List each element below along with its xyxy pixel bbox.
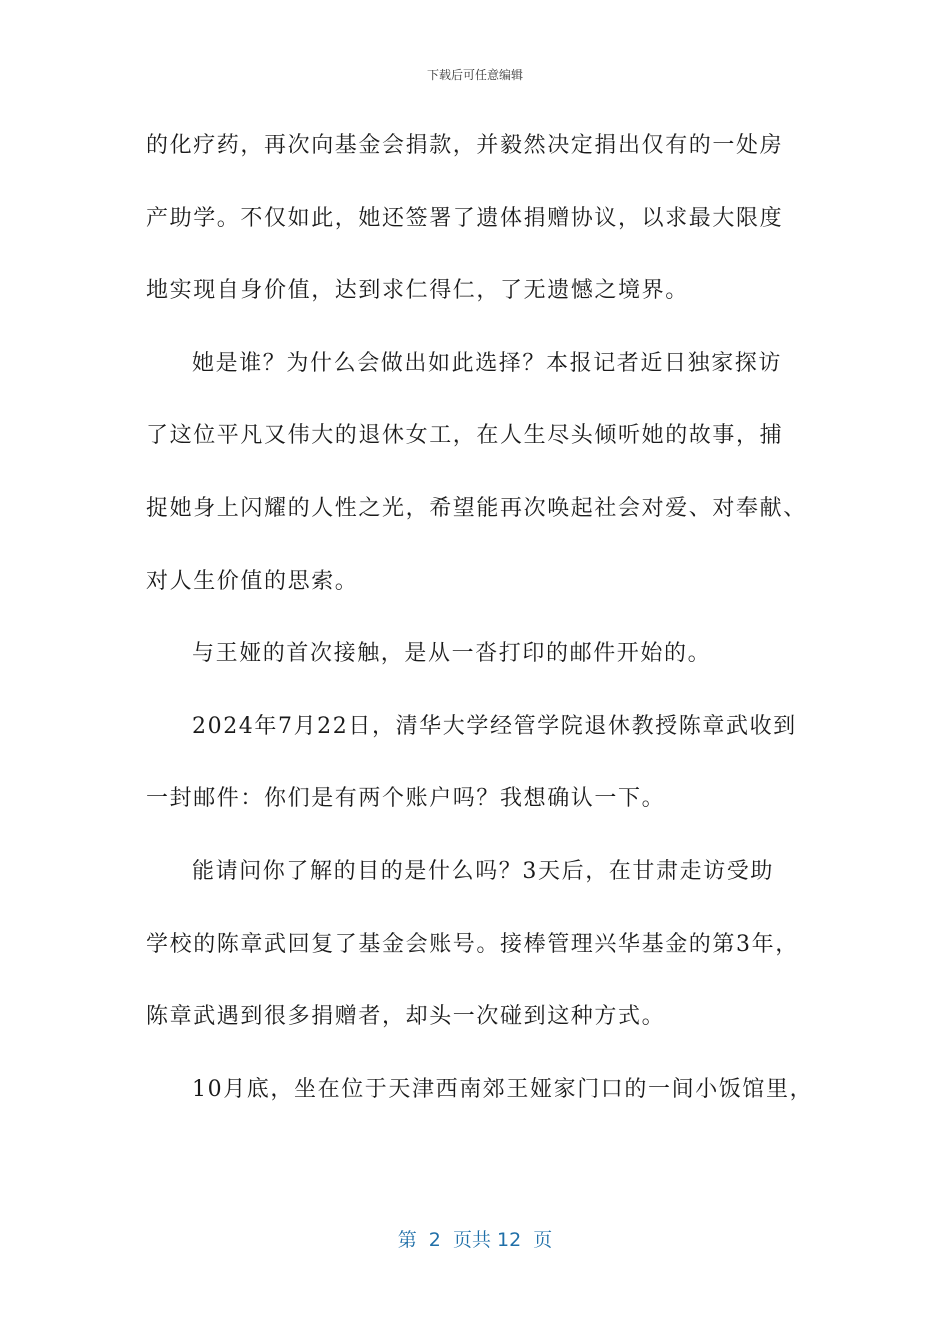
text-line-3: 地实现自身价值，达到求仁得仁，了无遗憾之境界。 (146, 278, 689, 304)
text-line-2: 产助学。不仅如此，她还签署了遗体捐赠协议，以求最大限度 (146, 205, 784, 231)
text-line-10: 一封邮件：你们是有两个账户吗？我想确认一下。 (146, 786, 666, 812)
document-body (146, 120, 814, 1136)
page-header-note: 下载后可任意编辑 (426, 68, 523, 82)
text-line-9: 2024年7月22日，清华大学经管学院退休教授陈章武收到 (192, 713, 797, 739)
text-line-13: 陈章武遇到很多捐赠者，却头一次碰到这种方式。 (146, 1004, 666, 1030)
page-number-footer: 第 2 页共 12 页 (397, 1229, 553, 1251)
text-line-5: 了这位平凡又伟大的退休女工，在人生尽头倾听她的故事，捕 (146, 423, 784, 449)
text-line-8: 与王娅的首次接触，是从一沓打印的邮件开始的。 (192, 641, 712, 667)
text-line-4: 她是谁？为什么会做出如此选择？本报记者近日独家探访 (192, 350, 783, 376)
text-line-7: 对人生价值的思索。 (146, 568, 359, 594)
text-line-12: 学校的陈章武回复了基金会账号。接棒管理兴华基金的第3年， (146, 931, 799, 957)
text-line-1: 的化疗药，再次向基金会捐款，并毅然决定捐出仅有的一处房 (146, 133, 784, 158)
text-line-11: 能请问你了解的目的是什么吗？3天后，在甘肃走访受助 (192, 858, 774, 884)
text-line-6: 捉她身上闪耀的人性之光，希望能再次唤起社会对爱、对奉献、 (146, 495, 807, 521)
text-line-14: 10月底，坐在位于天津西南郊王娅家门口的一间小饭馆里， (192, 1076, 814, 1102)
